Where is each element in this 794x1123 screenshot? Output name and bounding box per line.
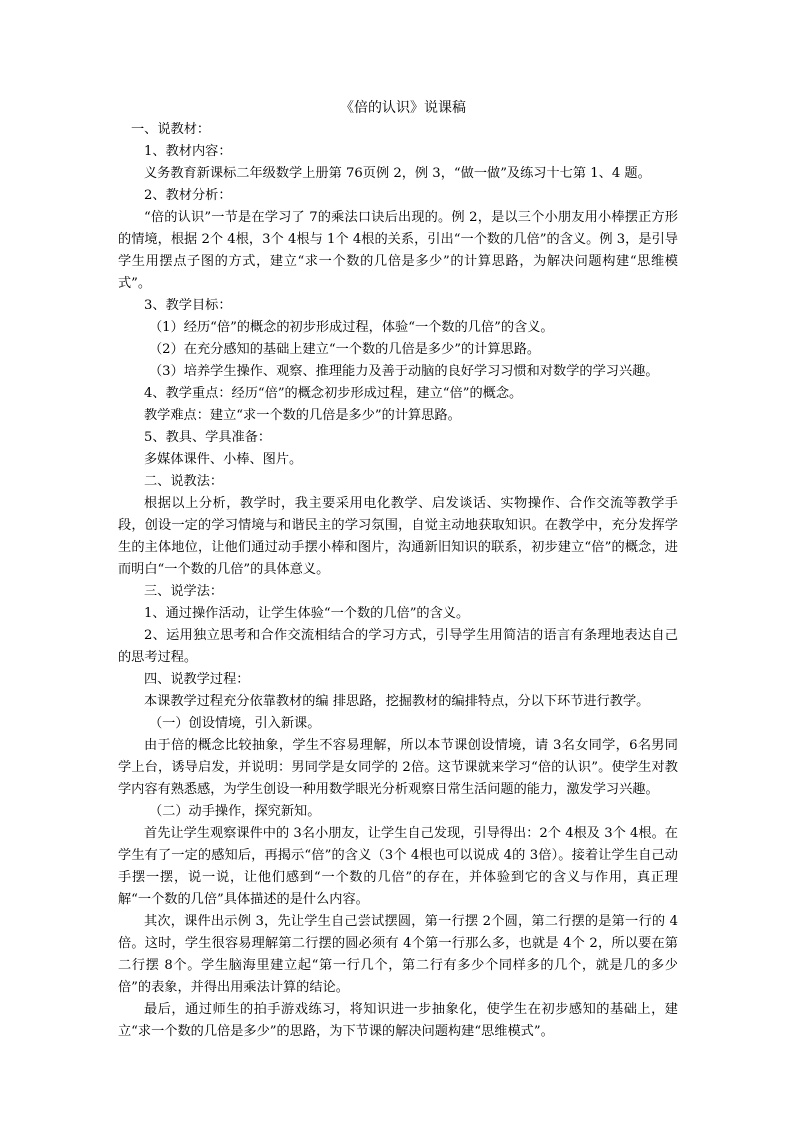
text-line: 教学难点：建立“求一个数的几倍是多少”的计算思路。 bbox=[144, 408, 461, 423]
paragraph: 首先让学生观察课件中的 3名小朋友，让学生自己发现，引导得出：2个 4根及 3个 4根。在学生有了一定的感知后，再揭示“倍”的含义（3个 4根也可以说成 4的 3倍）。接着让学生自己动手摆一摆，说一说，让他们感到“一个数的几倍”的存在，并体验到它的含义与作用，真正理解“一个数的几倍”具体描述的是什么内容。 bbox=[118, 826, 678, 907]
text-line: 义务教育新课标二年级数学上册第 76页例 2，例 3，“做一做”及练习十七第 1、4 题。 bbox=[144, 166, 651, 181]
paragraph: 其次，课件出示例 3，先让学生自己尝试摆圆，第一行摆 2个圆，第二行摆的是第一行的 4倍。这时，学生很容易理解第二行摆的圆必须有 4个第一行那么多，也就是 4个 2，所以要在第二行摆 8个。学生脑海里建立起“第一行几个，第二行有多少个同样多的几个，就是几的多少倍”的表象，并得出用乘法计算的结论。 bbox=[118, 914, 678, 995]
paragraph: 由于倍的概念比较抽象，学生不容易理解，所以本节课创设情境，请 3名女同学，6名男同学上台，诱导启发，并说明：男同学是女同学的 2倍。这节课就来学习“倍的认识”。使学生对教学内容有熟悉感，为学生创设一种用数学眼光分析观察日常生活问题的能力，激发学习兴趣。 bbox=[118, 738, 678, 797]
text-line: 2、教材分析： bbox=[144, 188, 232, 203]
text-line: 二、说教法： bbox=[144, 474, 224, 489]
text-line: 本课教学过程充分依靠教材的编 排思路，挖掘教材的编排特点，分以下环节进行教学。 bbox=[144, 694, 650, 709]
text-line: 多媒体课件、小棒、图片。 bbox=[144, 452, 303, 467]
document-page bbox=[118, 97, 678, 1043]
text-line: 1、教材内容： bbox=[144, 144, 232, 159]
text-line: 一、说教材： bbox=[131, 122, 211, 137]
text-line: 3、教学目标： bbox=[144, 298, 232, 313]
text-line: （3）培养学生操作、观察、推理能力及善于动脑的良好学习习惯和对数学的学习兴趣。 bbox=[149, 364, 659, 379]
text-line: （1）经历“倍”的概念的初步形成过程，体验“一个数的几倍”的含义。 bbox=[149, 320, 554, 335]
text-line: （一）创设情境，引入新课。 bbox=[149, 716, 321, 731]
text-line: 四、说教学过程： bbox=[144, 672, 250, 687]
text-line: （二）动手操作，探究新知。 bbox=[149, 804, 321, 819]
text-line: 5、教具、学具准备： bbox=[144, 430, 272, 445]
paragraph: 根据以上分析，教学时，我主要采用电化教学、启发谈话、实物操作、合作交流等教学手段，创设一定的学习情境与和谐民主的学习氛围，自觉主动地获取知识。在教学中，充分发挥学生的主体地位，让他们通过动手摆小棒和图片，沟通新旧知识的联系，初步建立“倍”的概念，进而明白“一个数的几倍”的具体意义。 bbox=[118, 496, 678, 577]
paragraph: 最后，通过师生的拍手游戏练习，将知识进一步抽象化，使学生在初步感知的基础上，建立“求一个数的几倍是多少”的思路，为下节课的解决问题构建“思维模式”。 bbox=[118, 1002, 678, 1039]
text-line: （2）在充分感知的基础上建立“一个数的几倍是多少”的计算思路。 bbox=[149, 342, 541, 357]
text-line: 1、通过操作活动，让学生体验“一个数的几倍”的含义。 bbox=[144, 606, 470, 621]
text-line: 4、教学重点：经历“倍”的概念初步形成过程，建立“倍”的概念。 bbox=[144, 386, 523, 401]
document-title: 《倍的认识》说课稿 bbox=[340, 100, 466, 116]
paragraph: 2、运用独立思考和合作交流相结合的学习方式，引导学生用简洁的语言有条理地表达自己的思考过程。 bbox=[118, 628, 678, 665]
paragraph: “倍的认识”一节是在学习了 7的乘法口诀后出现的。例 2，是以三个小朋友用小棒摆正方形的情境，根据 2个 4根，3个 4根与 1个 4根的关系，引出“一个数的几倍”的含义。例 3，是引导学生用摆点子图的方式，建立“求一个数的几倍是多少”的计算思路，为解决问题构建“思维模式”。 bbox=[118, 210, 678, 291]
document-body bbox=[118, 119, 678, 1043]
text-line: 三、说学法： bbox=[144, 584, 224, 599]
